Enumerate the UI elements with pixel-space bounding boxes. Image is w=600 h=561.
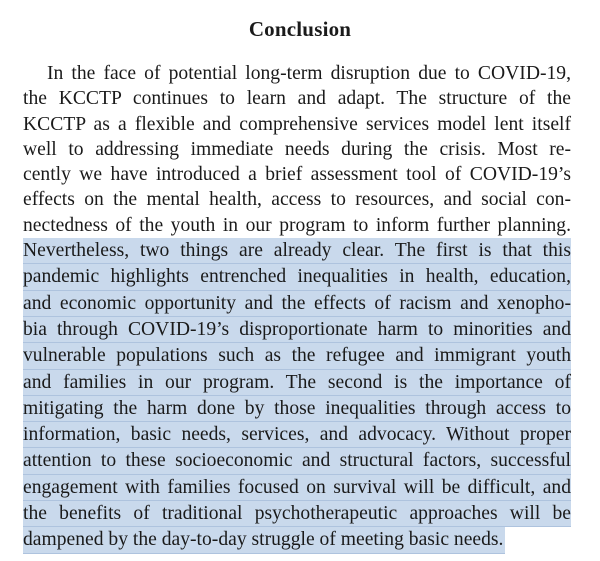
highlighted-line[interactable]: information, basic needs, services, and advocacy. Without proper bbox=[23, 422, 571, 448]
highlighted-line[interactable]: engagement with families focused on survival will be difficult, and bbox=[23, 475, 571, 501]
paragraph-line: KCCTP as a flexible and comprehensive services model lent itself bbox=[23, 113, 571, 135]
highlighted-line[interactable]: and families in our program. The second is the importance of bbox=[23, 370, 571, 396]
highlighted-line[interactable]: the benefits of traditional psychotherapeutic approaches will be bbox=[23, 501, 571, 527]
highlighted-line[interactable]: bia through COVID-19’s disproportionate harm to minorities and bbox=[23, 317, 571, 343]
highlighted-line[interactable]: mitigating the harm done by those inequalities through access to bbox=[23, 396, 571, 422]
conclusion-paragraph bbox=[23, 61, 571, 554]
highlighted-line[interactable]: and economic opportunity and the effects of racism and xenopho- bbox=[23, 291, 571, 317]
highlighted-line[interactable]: Nevertheless, two things are already clear. The first is that this bbox=[23, 238, 571, 264]
highlighted-line[interactable]: vulnerable populations such as the refugee and immigrant youth bbox=[23, 343, 571, 369]
highlighted-line[interactable]: pandemic highlights entrenched inequalities in health, education, bbox=[23, 264, 571, 290]
paragraph-line: well to addressing immediate needs during the crisis. Most re- bbox=[23, 138, 571, 160]
paragraph-line: In the face of potential long-term disruption due to COVID-19, bbox=[47, 63, 571, 84]
paragraph-line: cently we have introduced a brief assessment tool of COVID-19’s bbox=[23, 164, 571, 186]
highlighted-line[interactable]: attention to these socioeconomic and structural factors, successful bbox=[23, 448, 571, 474]
paragraph-line: effects on the mental health, access to resources, and social con- bbox=[23, 189, 571, 211]
paragraph-line: the KCCTP continues to learn and adapt. The structure of the bbox=[23, 88, 571, 110]
section-heading: Conclusion bbox=[248, 17, 352, 41]
paragraph-line: nectedness of the youth in our program to inform further planning. bbox=[23, 214, 571, 236]
highlighted-line-last[interactable]: dampened by the day-to-day struggle of meeting basic needs. bbox=[23, 527, 505, 553]
